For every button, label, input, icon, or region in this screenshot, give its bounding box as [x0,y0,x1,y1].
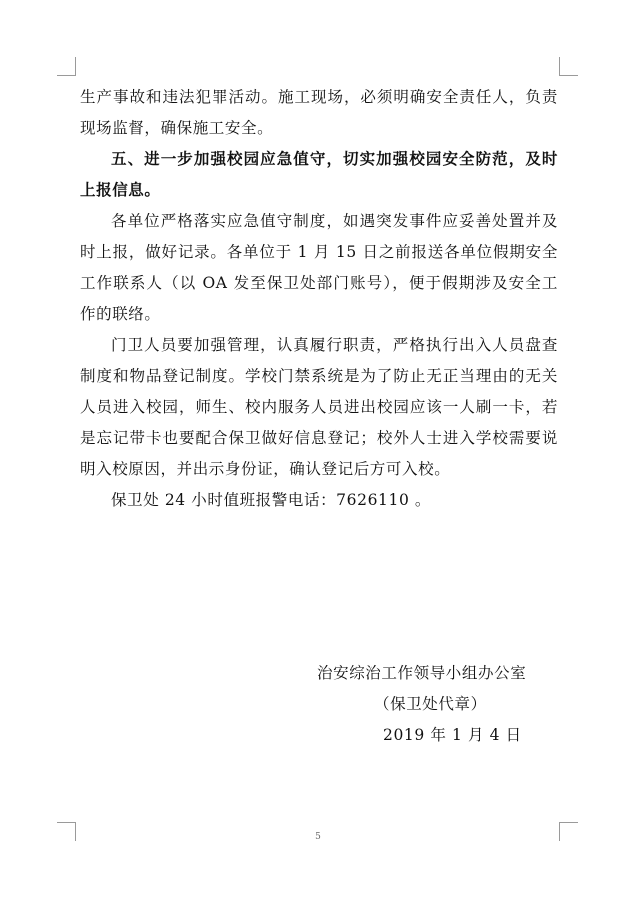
signature-date: 2019 年 1 月 4 日 [383,726,522,744]
paragraph-hotline: 保卫处 24 小时值班报警电话：7626110 。 [111,491,432,509]
paragraph-guards: 门卫人员要加强管理，认真履行职责，严格执行出入人员盘查制度和物品登记制度。学校门禁系统是为了防止无正当理由的无关人员进入校园，师生、校内服务人员进出校园应该一人刷一卡，若是忘记带卡也要配合保卫做好信息登记；校外人士进入学校需要说明入校原因，并出示身份证，确认登记后方可入校。 [80,336,558,478]
crop-mark-top-right-vertical [559,57,560,76]
crop-mark-top-left-vertical [75,57,76,76]
document-body [80,82,558,516]
section-heading-5: 五、进一步加强校园应急值守，切实加强校园安全防范，及时上报信息。 [80,150,558,199]
signature-seal-note: （保卫处代章） [374,695,487,713]
crop-mark-bottom-right-horizontal [559,822,578,823]
crop-mark-top-right-horizontal [559,75,578,76]
crop-mark-top-left-horizontal [57,75,76,76]
signature-office: 治安综治工作领导小组办公室 [317,664,527,682]
page-number: 5 [315,832,321,842]
paragraph-continuation: 生产事故和违法犯罪活动。施工现场，必须明确安全责任人，负责现场监督，确保施工安全。 [80,88,558,137]
paragraph-duty: 各单位严格落实应急值守制度，如遇突发事件应妥善处置并及时上报，做好记录。各单位于 1 月 15 日之前报送各单位假期安全工作联系人（以 OA 发至保卫处部门账号），便于假期涉及安全工作的联络。 [80,212,558,323]
crop-mark-bottom-left-horizontal [57,822,76,823]
